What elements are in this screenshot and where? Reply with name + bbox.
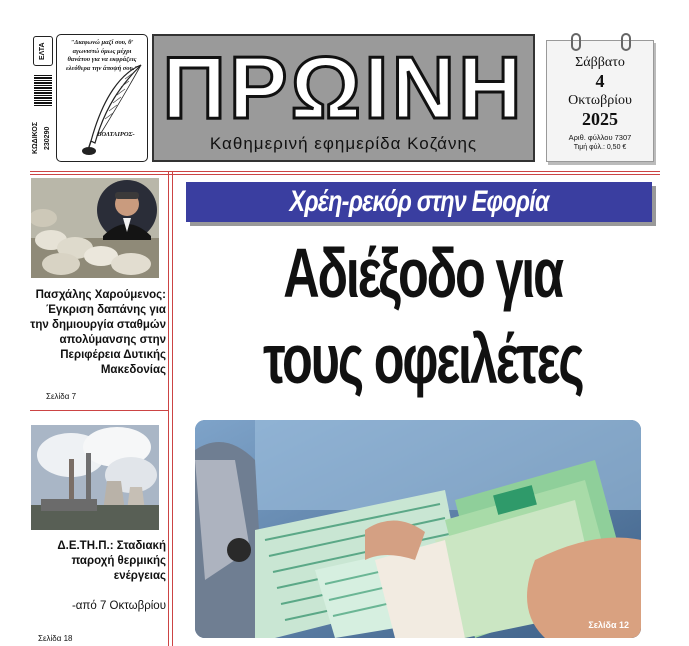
divider <box>30 410 168 411</box>
quill-icon <box>81 63 147 157</box>
divider <box>168 171 169 646</box>
tax-forms-cash-photo-icon <box>195 420 641 638</box>
elta-logo: ΕΛΤΑ <box>33 36 53 66</box>
barcode-icon <box>34 74 52 106</box>
issue-number: Αριθ. φύλλου 7307 <box>568 133 632 142</box>
newspaper-subtitle: Καθημερινή εφημερίδα Κοζάνης <box>209 134 478 153</box>
calendar-year: 2025 <box>582 109 618 129</box>
quote-author: ΒΟΛΤΑΙΡΟΣ- <box>97 131 135 138</box>
newspaper-title: ΠΡΩΙΝΗ <box>162 38 525 137</box>
main-story-photo[interactable] <box>195 420 641 638</box>
calendar-ring-icon <box>571 33 581 51</box>
main-story-kicker[interactable] <box>186 182 652 222</box>
calendar-month: Οκτωβρίου <box>568 93 632 108</box>
side-story-headline[interactable]: Πασχάλης Χαρούμενος: Έγκριση δαπάνης για την δημιουργία σταθμών απολύμανσης στην Περιφέρεια Δυτικής Μακεδονίας <box>30 289 166 376</box>
page-reference: Σελίδα 12 <box>588 620 629 630</box>
sheep-photo-icon <box>31 178 159 278</box>
calendar-ring-icon <box>621 33 631 51</box>
side-story-headline[interactable]: Δ.Ε.ΤΗ.Π.: Σταδιακή παροχή θερμικής ενέργειας <box>57 540 166 582</box>
page-reference: Σελίδα 7 <box>46 392 77 401</box>
page-reference: Σελίδα 18 <box>38 634 73 643</box>
story-image-sheep[interactable] <box>31 178 159 278</box>
elta-strip <box>30 34 56 162</box>
kicker-text: Χρέη-ρεκόρ στην Εφορία <box>289 185 549 218</box>
divider <box>30 174 660 175</box>
main-headline-line2: τους οφειλέτες <box>263 320 583 398</box>
calendar-day: Σάββατο <box>575 55 625 70</box>
divider <box>172 171 173 646</box>
date-calendar <box>546 40 654 162</box>
side-story-subline: -από 7 Οκτωβρίου <box>71 600 166 612</box>
quote-text: "Διαφωνώ μαζί σου, θ' αγωνιστώ όμως μέχρι θανάτου για να εκφράζεις ελεύθερα την άποψή σου." <box>66 39 138 72</box>
main-headline[interactable] <box>178 230 668 402</box>
divider <box>30 171 660 172</box>
publication-code: ΚΩΔΙΚΟΣ 230290 <box>32 121 51 155</box>
masthead-title-box <box>152 34 535 162</box>
voltaire-quote-box <box>56 34 148 162</box>
main-headline-line1: Αδιέξοδο για <box>283 234 563 312</box>
calendar-date: 4 <box>595 71 605 91</box>
issue-price: Τιμή φύλ.: 0,50 € <box>573 144 627 151</box>
story-image-power-plant[interactable] <box>31 425 159 530</box>
power-plant-photo-icon <box>31 425 159 530</box>
